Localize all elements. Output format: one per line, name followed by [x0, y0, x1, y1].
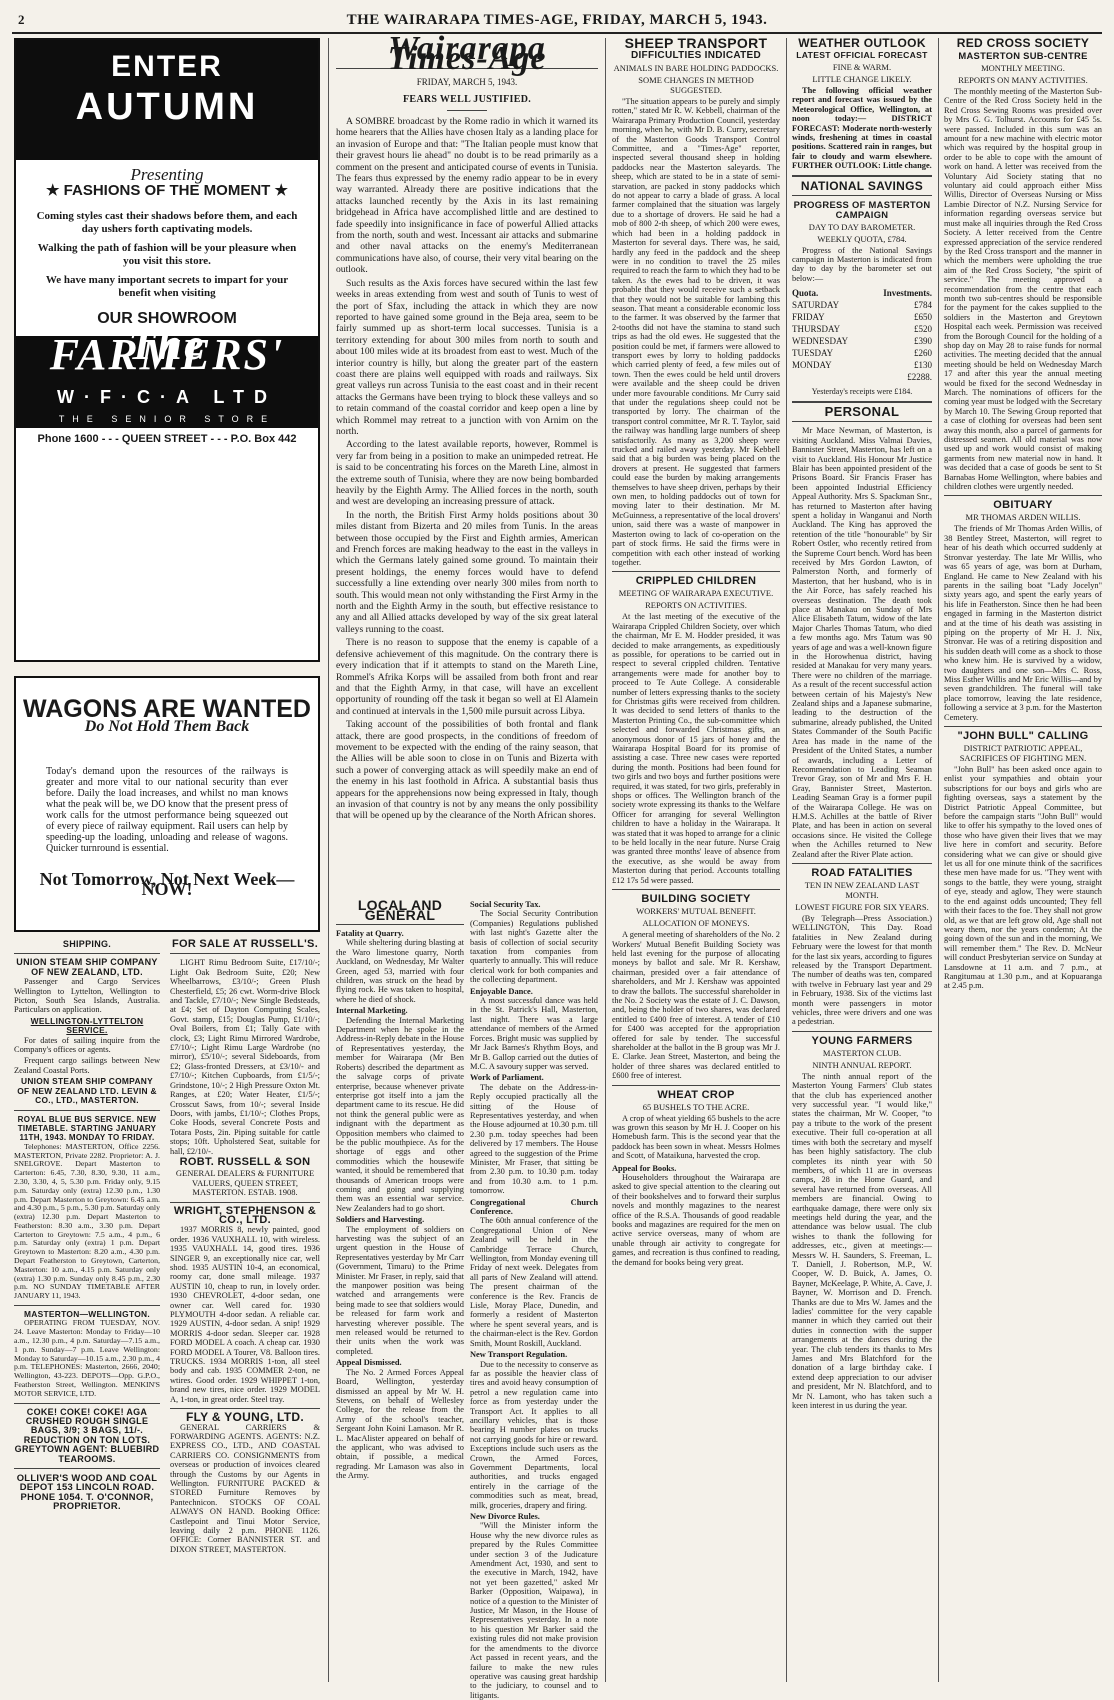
books-heading: Appeal for Books.	[612, 1163, 677, 1173]
mw-timetable: OPERATING FROM TUESDAY, NOV. 24. Leave Masterton: Monday to Friday—10 a.m., 12.30 p.m., 4 p.m. Saturday—7.15 a.m., 1 p.m. Sunday—7 p.m. Leave Wellington: Monday to Saturday—10.15 a.m., 2.30 p.m., 4 p.m. TELEPHONES: Masterton, 2666, 2040; Wellington, 43-223. DEPOTS—Opp. G.P.O., Featherston Street, Wellington. MENKIN'S MOTOR SERVICE, LTD.	[14, 1318, 160, 1398]
bus-heading: ROYAL BLUE BUS SERVICE. NEW TIMETABLE. STARTING JANUARY 11TH, 1943. MONDAY TO FRIDAY.	[17, 1114, 157, 1143]
johnbull-subheading: DISTRICT PATRIOTIC APPEAL, SACRIFICES OF FIGHTING MEN.	[959, 743, 1087, 763]
wagons-headline: WAGONS ARE WANTED	[23, 695, 311, 723]
union-steamship-heading: UNION STEAM SHIP COMPANY OF NEW ZEALAND, LTD.	[16, 957, 158, 977]
obituary-heading: OBITUARY	[993, 499, 1053, 512]
editorial-title: FEARS WELL JUSTIFIED.	[402, 94, 532, 105]
local-paragraph: A most successful dance was held in the St. Patrick's Hall, Masterton, last night. There was a large attendance of members of the Armed Forces. Bright music was supplied by Mr Jack Barnes's Rhythm Boys, and Mr B. Gallop carried out the duties of M.C. A savoury supper was served.	[470, 996, 598, 1071]
farmers-logo-tagline: THE SENIOR STORE	[58, 414, 276, 424]
column-divider	[328, 38, 329, 1682]
weather-subheading: LATEST OFFICIAL FORECAST	[796, 50, 928, 60]
shipping-text: Passenger and Cargo Services Wellington to Lyttelton, Wellington to Picton, South Sea Islands, Australia. Particulars on application.	[14, 977, 160, 1015]
young-farmers-body: The ninth annual report of the Masterton Young Farmers' Club states that the club has experienced another very successful year. "I would like," states the chairman, Mr W. Cooper, "to pay a tribute to the work of the present executive. Their full co-operation at all times with both the secretary and myself has been highly satisfactory. The club completes its ninth year with 50 members, of which 11 are in overseas camps, 28 in the Home Guard, and several have returned from overseas. All members are financial. Owing to earthquake damage, there were only six meetings held during the year, and the attendance was below usual. The club wishes to thank the following for addresses, etc., given at meetings:— Messrs W. H. Saunders, S. Freeman, L. T. Daniell, J. Robertson, M.P., W. Cooper, W. D. Buick, A. James, O. Bayner, McKeelage, P. White, A. Cave, J. Bayner, W. Morrison and D. French. Thanks are due to Mrs W. James and the ladies' committee for the very capable manner in which they carried out their duties in connection with the supper arrangements at the dances during the year. The club tenders its thanks to Mrs James and Mrs Blatchford for the donation of a large birthday cake. I extend deep appreciation to our adviser and president, Mr N. Blatchford, and to Mr N. Lamont, who has taken such a keen interest in us during the year.	[792, 1071, 932, 1411]
table-cell: FRIDAY	[792, 312, 825, 323]
weather-body: The following official weather report and forecast was issued by the Meteorological Office, Wellington, at noon today:— DISTRICT FORECAST: Moderate north-westerly winds, freshening at times in coastal positions. Scattered rain in ranges, but fair to cloudy and warm elsewhere. FURTHER OUTLOOK: Little change.	[792, 86, 932, 171]
showroom-headline: OUR SHOWROOM	[97, 310, 237, 327]
table-row	[792, 335, 932, 347]
local-subheading: Fatality at Quarry.	[336, 929, 404, 938]
ad-text: Walking the path of fashion will be your pleasure when you visit this store.	[37, 242, 297, 267]
editorial-paragraph: Taking account of the possibilities of both frontal and flank attack, there are good prospects, in the conditions of freedom of movement to be expected with the ending of the rainy season, that the Allies will be able soon to close in on Tunis and Bizerta with such a power of converging attack as will speedily make an end of the enemy in his last foothold in Africa. A substantial basis thus appears for the apprehensions now being expressed in Italy, though an invasion of that country is not by any means the only possibility that will be opened up by the clearance of the North African shores.	[336, 719, 598, 822]
road-subheading: TEN IN NEW ZEALAND LAST MONTH.	[804, 879, 920, 900]
local-paragraph: The Social Security Contribution (Companies) Regulations published with last night's Gazette alter the basis of collection of social security taxation from companies from quarterly to annually. This will reduce clerical work for both companies and the collecting department.	[470, 909, 598, 985]
editorial-paragraph: According to the latest available reports, however, Rommel is very far from being in a position to make an unimpeded retreat. He is said to be concentrating his forces on the Mareth Line, almost in the extreme south of Tunisia, where they are now being bombarded heavily by the Eighth Army. The Allied forces in the north, south and west are developing an increasing pressure of attack.	[336, 439, 598, 508]
young-farmers-subheading: NINTH ANNUAL REPORT.	[812, 1059, 912, 1070]
russell-body: LIGHT Rimu Bedroom Suite, £17/10/-; Light Oak Bedroom Suite, £20; New Wheelbarrows, £3/10/-; Green Plush Chesterfield, £5; 26 cwt. Worm-drive Block and Tackle, £7/10/-; New Single Bedsteads, at £4; Set of Dayton Computing Scales, Govt. stamp, £15; Douglas Pump, £1/10/-; Oval Boilers, from £1; Tally Gate with clock, £3; Light Rimu Mirrored Wardrobe, £7/10/-; Light Rimu Large Wardrobe (no mirror), £5/10/-; several Sideboards, from £2; Glass-fronted Dressers, at £3/10/- and £7/10/-; Kitchen Cupboards, from £1/5/-; Grindstone, 10/-; 2 High Pressure Oxton Mt. Ranges, at £20; Water Heater, £1/5/-; Crosscut Saws, from 10/-; several Inside Doors, with jambs, £1/10/-; Clothes Props, Coke Hoods, several Concrete Posts and Totara Posts, 2in. Piping suitable for cattle stops; 10ft. Upholstered Seat, suitable for hall, £2/10/-.	[170, 958, 320, 1156]
russell-firm: ROBT. RUSSELL & SON	[179, 1155, 311, 1168]
investment-total: £2288.	[907, 372, 932, 383]
crippled-subheading: MEETING OF WAIRARAPA EXECUTIVE.	[618, 588, 774, 599]
local-paragraph: The 60th annual conference of the Congregational Union of New Zealand will be held in the Cambridge Terrace Church, Wellington, from Monday evening till Friday of next week. Delegates from all parts of New Zealand will attend. The present chairman of the conference is the Rev. Francis de Lisle, Moray Place, Dunedin, and formerly a resident of Masterton where he spent several years, and is the chairman-elect is the Rev. Gordon Smith, Mount Roskill, Auckland.	[470, 1216, 598, 1348]
local-general-heading: LOCAL AND GENERAL	[357, 897, 443, 923]
local-paragraph: The No. 2 Armed Forces Appeal Board, Wellington, yesterday dismissed an appeal by Mr W. H. Stevens, on behalf of Wellesley College, for the release from the Army of the school's teacher, Sergeant John Koini Lamason. Mr R. L. MacAlister appeared on behalf of the applicant, who was advised to obtain, if possible, a medical regrading. Mr Lamason was also in the Army.	[336, 1367, 464, 1481]
table-row	[792, 311, 932, 323]
header-rule	[12, 32, 1102, 34]
fly-body: GENERAL CARRIERS & FORWARDING AGENTS. AGENTS: N.Z. EXPRESS CO., LTD., AND COASTAL CARRIERS CO. CONSIGNMENTS from overseas or production of invoices cleared through the Customs by our Agents in Wellington. FURNITURE PACKED & STORED Furniture Removes by Pantechnicon. STOCKS OF COAL ALWAYS ON HAND. Booking Office: Castlepoint and Tinui Motor Service, leaving daily 2 p.m. PHONE 1126. OFFICE: Corner BANNISTER ST. and DIXON STREET, MASTERTON.	[170, 1422, 320, 1554]
editorial-paragraph: In the north, the British First Army holds positions about 30 miles distant from Bizerta and 20 miles from Tunis. In the areas between those occupied by the First and Eighth armies, American and French forces are making headway to the east in the valleys in which the Germans lately gained some ground. To maintain their present holdings, the enemy forces would have to defend successfully a line extending over nearly 300 miles from north to south. This would mean not only withstanding the First Army in the north and the Eighth Army in the south, but effective resistance to any and all Allied attacks developed by way of the six great lateral valleys running to the coast.	[336, 509, 598, 635]
building-subheading: ALLOCATION OF MONEYS.	[642, 918, 750, 929]
ad-text: Coming styles cast their shadows before them, and each day ushers forth captivating models.	[36, 210, 298, 235]
fashions-headline: ★ FASHIONS OF THE MOMENT ★	[46, 182, 288, 199]
local-subheading: Internal Marketing.	[336, 1006, 408, 1016]
table-cell: £784	[914, 300, 932, 311]
local-paragraph: While sheltering during blasting at the Waro limestone quarry, North Auckland, on Wednesday, Mr Walter Green, aged 53, married with four children, was struck on the head by flying rock. He was taken to hospital, where he died of shock.	[336, 938, 464, 1004]
table-cell: MONDAY	[792, 360, 832, 371]
redcross-subheading: REPORTS ON MANY ACTIVITIES.	[958, 75, 1088, 85]
newspaper-title: THE WAIRARAPA TIMES-AGE, FRIDAY, MARCH 5, 1943.	[346, 12, 768, 28]
table-header: Investments.	[883, 288, 932, 299]
redcross-heading: RED CROSS SOCIETY	[956, 36, 1090, 50]
mw-heading: MASTERTON—WELLINGTON.	[23, 1309, 151, 1320]
local-subheading: New Divorce Rules.	[470, 1512, 540, 1521]
table-cell: £130	[914, 360, 932, 371]
local-subheading: Social Security Tax.	[470, 900, 541, 909]
crippled-heading: CRIPPLED CHILDREN	[635, 575, 757, 588]
savings-subheading: DAY TO DAY BAROMETER.	[808, 221, 916, 232]
road-body: (By Telegraph—Press Association.) WELLINGTON, This Day. Road fatalities in New Zealand during February were the lowest for that month for the last six years, according to figures released by the Transport Department. The number of deaths was ten, compared with twelve in February last year and 29 in February, 1938. Six of the victims last month were passengers in motor vehicles, three were drivers and one was a pedestrian.	[792, 913, 932, 1027]
autumn-line-1: ENTER	[111, 50, 223, 83]
building-heading: BUILDING SOCIETY	[641, 893, 751, 906]
fly-heading: FLY & YOUNG, LTD.	[185, 1410, 304, 1425]
building-body: A general meeting of shareholders of the No. 2 Workers' Mutual Benefit Building Society was held last evening for the purpose of allocating moneys by ballot and sale. Mr R. Kershaw, chairman, presided over a fair attendance of shareholders, and Mr J. Kershaw was appointed to draw the ballots. The successful shareholder in the No. 2 Society was the estate of J. C. Dawson, and, being the holder of two shares, was declared entitled to £400 free of interest. A tender of £10 for £400 was accepted for the appropriation offered for sale by tender. The successful shareholder at the ballot in the B group was Mr J. E. Clarke. Jean Street, Masterton, and being the holder of three shares was declared entitled to £600 free of interest.	[612, 930, 780, 1081]
wheat-heading: WHEAT CROP	[657, 1088, 735, 1101]
savings-footer: Yesterday's receipts were £184.	[811, 387, 913, 397]
wagons-tagline: Not Tomorrow, Not Next Week—NOW!	[39, 869, 295, 899]
weather-subheading: FINE & WARM.	[832, 62, 892, 72]
table-cell: £390	[914, 336, 932, 347]
table-cell: WEDNESDAY	[792, 336, 849, 347]
shipping-heading: SHIPPING.	[62, 939, 112, 949]
books-body: Householders throughout the Wairarapa are asked to give special attention to the clearing out of their bookshelves and to forward their surplus novels and monthly magazines to the nearest office of the R.S.A. Thousands of good readable books and magazines are required for the men on active service overseas, many of whom are unable through air activity to congregate for games, and recreation is thus confined to reading, the demand for books being very great.	[612, 1173, 780, 1267]
wheat-subheading: 65 BUSHELS TO THE ACRE.	[642, 1101, 750, 1112]
farmers-contact: Phone 1600 - - - QUEEN STREET - - - P.O. Box 442	[37, 433, 297, 445]
table-cell: £650	[914, 312, 932, 323]
farmers-logo	[16, 320, 318, 428]
editorial-paragraph: A SOMBRE broadcast by the Rome radio in which it warned its home hearers that the Allies have chosen Italy as a landing place for an invasion of Europe and that: "The Italian people must know that their gravest hours lie ahead" no doubt is to be read primarily as a comment on the present and anticipated course of events in Tunisia. The fears thus expressed by the enemy radio appear to be in every way warranted. Already there are positive indications that the attacks launched recently by the Axis in its last remaining bridgehead in Africa have accomplished little and are destined to fade speedily into insignificance in face of powerful Allied attacks from the north, south and west. Incessant air attacks and submarine and other naval attacks on the enemy's Mediterranean communications have also, of course, their very vital bearing on the outlook.	[336, 116, 598, 276]
shipping-text: Frequent cargo sailings between New Zealand Coastal Ports.	[14, 1056, 160, 1075]
sheep-subheading: SOME CHANGES IN METHOD SUGGESTED.	[638, 75, 754, 95]
johnbull-heading: "JOHN BULL" CALLING	[957, 730, 1089, 742]
obituary-subheading: MR THOMAS ARDEN WILLIS.	[965, 512, 1081, 523]
local-subheading: Work of Parliament.	[470, 1073, 544, 1083]
farmers-logo-ltd: W·F·C·A LTD	[57, 387, 277, 407]
olliver-ad: OLLIVER'S WOOD AND COAL DEPOT 153 LINCOLN ROAD. PHONE 1054. T. O'CONNOR, PROPRIETOR.	[16, 1472, 158, 1512]
table-cell: £520	[914, 324, 932, 335]
presenting-label: Presenting	[130, 165, 204, 184]
building-subheading: WORKERS' MUTUAL BENEFIT.	[636, 906, 756, 917]
editorial-paragraph: There is no reason to suppose that the enemy is capable of a defensive achievement of this magnitude. On the contrary there is every indication that if it attempts to stand on the Mareth Line, Rommel's Afrika Korps will be assailed from both front and rear and that the Eighth Army, in that case, will have an excellent opportunity of rounding off the task it began so well at El Alamein and continued at intervals in the 1,500 mile pursuit across Libya.	[336, 637, 598, 717]
young-farmers-heading: YOUNG FARMERS	[811, 1034, 913, 1047]
table-row	[792, 371, 932, 383]
sheep-heading: SHEEP TRANSPORT	[624, 35, 768, 51]
editorial-date: FRIDAY, MARCH 5, 1943.	[416, 77, 518, 87]
table-row	[792, 347, 932, 359]
weather-subheading: LITTLE CHANGE LIKELY.	[812, 74, 912, 84]
road-subheading: LOWEST FIGURE FOR SIX YEARS.	[795, 901, 929, 912]
russell-heading: FOR SALE AT RUSSELL'S.	[171, 938, 319, 950]
local-subheading: Enjoyable Dance.	[470, 986, 533, 996]
savings-barometer-table	[792, 287, 932, 383]
local-general-column	[336, 897, 464, 1684]
column-divider	[938, 38, 939, 1682]
russell-column	[170, 940, 320, 1556]
redcross-subheading: MONTHLY MEETING.	[981, 63, 1065, 73]
sheep-subheading: DIFFICULTIES INDICATED	[630, 50, 762, 61]
service-heading: WELLINGTON-LYTTELTON SERVICE.	[30, 1015, 144, 1036]
savings-heading: NATIONAL SAVINGS	[800, 178, 924, 193]
local-general-column-2	[470, 900, 598, 1700]
farmers-logo-name: The FARMERS'	[49, 320, 285, 379]
shipping-text: For dates of sailing inquire from the Company's offices or agents.	[14, 1035, 160, 1055]
table-row	[792, 299, 932, 311]
enter-autumn-banner	[16, 40, 318, 160]
savings-subheading: WEEKLY QUOTA, £784.	[817, 233, 907, 244]
local-subheading: Congregational Church Conference.	[470, 1197, 598, 1216]
masthead: Wairarapa Times-Age	[387, 30, 547, 77]
news-column-3	[612, 35, 780, 1684]
table-row	[792, 323, 932, 335]
table-cell: £260	[914, 348, 932, 359]
sheep-body: "The situation appears to be purely and simply rotten," stated Mr R. W. Kebbell, chairman of the Wairarapa Primary Production Council, yesterday morning, when he, with Mr D. B. Curry, secretary of the Masterton Goods Transport Control Committee, and a "Times-Age" reporter, inspected several thousand sheep in holding paddocks near the Masterton saleyards. The sheep, which are stated to be in a state of semi-starvation, are packed in stony paddocks which do not appear to carry a blade of grass. A local farmer complained that the situation was largely due to a shortage of drovers. He said he had a mob of 800 2-th sheep, of which 200 were ewes, which had been in a holding paddock in Masterton for several days. There was, he said, hardly any feed in the paddock and the sheep were in no condition to travel the 25 miles required to reach the farm to which they had to be taken. As the ewes had to be driven, it was probable that they would receive such a setback that they would not be suitable for lambing this season. That meant a considerable economic loss to the farmer. It was observed by the farmer that 2-tooths did not have the stamina to stand such trips as had the old ewes. He suggested that the position could be met, if farmers were allowed to transport ewes by lorry to holding paddocks which carried plenty of feed, a few miles out of town. Then the ewes could be held until drovers were available and the sheep could be driven under more favourable conditions. Mr Curry said that under the regulations sheep could not be transported by lorry. The chairman of the transport control committee, Mr R. T. Taylor, said the railway was handling large numbers of sheep satisfactorily. As many as 3,200 sheep were trucked and railed away yesterday. Mr Kebbell said that a big burden was being placed on the drovers at present. He suggested that farmers could ease the burden by making arrangements themselves to have sheep driven, perhaps by their own men, to holding paddocks out of town for moving later to their destination. Mr M. McGuinness, a representative of the local drovers' union, said there was a waste of manpower in Masterton owing to lack of co-operation on the part of stock firms. He said the firms were in competition with each other instead of working together.	[612, 97, 780, 567]
page-number: 2	[18, 12, 25, 27]
ad-text: We have many important secrets to impart for your benefit when visiting	[45, 274, 289, 299]
redcross-subheading: MASTERTON SUB-CENTRE	[958, 50, 1088, 61]
sheep-subheading: ANIMALS IN BARE HOLDING PADDOCKS.	[613, 63, 779, 73]
wright-body: 1937 MORRIS 8, newly painted, good order. 1936 VAUXHALL 10, with wireless. 1935 VAUXHALL 14, good tires. 1936 SINGER 9, an exceptionally nice car, well shod. 1935 AUSTIN 10-4, an economical, roomy car, done small mileage. 1937 AUSTIN 10, cheap to run, in lovely order. 1930 CHEVROLET, 4-door sedan, one owner car. Well cared for. 1930 PLYMOUTH 4-door sedan. A reliable car. 1929 AUSTIN, 4-door sedan. A snip! 1929 MORRIS 4-door sedan. Sleeper car. 1928 FORD MODEL A coach. A cheap car. 1930 FORD MODEL A Tourer, V8. Balloon tires. TRUCKS. 1934 MORRIS 1-ton, all steel body and cab. 1935 COMMER 2-ton, ne wtires. Good order. 1929 WHIPPET 1-ton, brand new tires, nice order. 1929 MODEL A, 1-ton, in great order. Steel tray.	[170, 1225, 320, 1404]
young-farmers-subheading: MASTERTON CLUB.	[822, 1047, 902, 1058]
farmers-autumn-ad	[14, 38, 320, 662]
wagons-body: Today's demand upon the resources of the railways is greater and more vital to our national security than ever before. Daily the load increases, and whilst no man knows what the peak will be, we DO know that the present press of work calls for the utmost performance being squeezed out of every piece of railway equipment. Rail users can help by speeding-up the loading, unloading and release of wagons. Quicker turnround is essential.	[46, 766, 288, 854]
news-column-4	[792, 38, 932, 1684]
column-divider	[605, 38, 606, 1682]
road-heading: ROAD FATALITIES	[811, 866, 913, 879]
classifieds	[14, 940, 320, 1678]
crippled-body: At the last meeting of the executive of the Wairarapa Crippled Children Society, over which the chairman, Mr E. M. Hodder presided, it was decided to make arrangements, as expeditiously as possible, for operations to be carried out in respect to several crippled children. Tentative arrangements were made for another boy to proceed to Te Aute College. A considerable number of letters expressing thanks to the society for Christmas gifts were received from children. It was decided to send letters of thanks to the Masterton Printing Co., the sub-committee which selected and forwarded Christmas gifts, an anonymous donor of 15 jars of honey and the Wairarapa Hospital Board for its promise of assisting a case. Three new cases were reported during the month. Positions had been found for two girls and two boys and further positions were required, it was stated, for two girls, preferably in shops or offices. The Wellington branch of the society wrote expressing its thanks to the Welfare Officer for arranging for several Wellington children to have a holiday in the Wairarapa. It was stated that it was hoped to arrange for a clinic to be held locally in the near future. Nurse Craig was granted three months' leave of absence from the executive, as she would be away from Masterton during that period. Accounts totalling £12 17s 5d were passed.	[612, 612, 780, 885]
savings-subheading: PROGRESS OF MASTERTON CAMPAIGN	[793, 198, 931, 220]
local-paragraph: "Will the Minister inform the House why the new divorce rules as prepared by the Rules Committee under section 3 of the Judicature Amendment Act, 1930, and sent to the executive in March, 1942, have not yet been gazetted," asked Mr Barker (Opposition, Waipawa), in notice of a question to the Minister of Justice, Mr Mason, in the House of Representatives yesterday. In a note to his question Mr Barker said the existing rules did not make provision for the amendments to the divorce Act passed in recent years, and the failure to make the new rules operative was causing great hardship to the judiciary, to counsel and to litigants.	[470, 1521, 598, 1700]
table-row	[792, 359, 932, 371]
table-cell: TUESDAY	[792, 348, 834, 359]
table-cell: SATURDAY	[792, 300, 840, 311]
local-paragraph: The debate on the Address-in-Reply occupied practically all the sitting of the House of Representatives yesterday, and when the House adjourned at 10.30 p.m. till 2.30 p.m. today speeches had been delivered by 17 members. The House agreed to the suggestion of the Prime Minister, Mr Fraser, that sitting be from 2.30 p.m. to 10.30 p.m. today and from 10.30 a.m. to 1 p.m. tomorrow.	[470, 1082, 598, 1196]
savings-body: Progress of the National Savings campaign in Masterton is indicated from day to day by the barometer set out below:—	[792, 245, 932, 283]
wheat-body: A crop of wheat yielding 65 bushels to the acre was grown this season by Mr H. J. Cooper on his Homebush farm. This is the second year that the paddock has been sown in wheat. Messrs Holmes and Scott, of Mataikuna, harvested the crop.	[612, 1113, 780, 1161]
redcross-body: The monthly meeting of the Masterton Sub-Centre of the Red Cross Society held in the Red Cross Sewing Rooms was presided over by Mrs G. G. Tolhurst. Accounts for £45 5s. were passed. Included in this sum was an amount for a new machine with electric motor which was required by the hospital group in order to be able to cope with the amount of work on hand. A letter was received from the Voluntary Aid Society stating that no voluntary aid could approach either Miss Willis, Director of Overseas Nursing or Miss Lambie Director of N.Z. Nursing Service for information regarding overseas service but must make all inquiries through the Red Cross Society. A letter received from the Centre expressed appreciation of the service rendered by the Red Cross transport and the manner in which the members were upholding the true aim of the Red Cross Society, "the spirit of service." The meeting approved a recommendation from the centre that each month two sub-centres should be responsible for the payment for the cakes supplied to the soldiers in the Masterton and Greytown Hospital each week. Permission was received from the Borough Council for the holding of a shop day on May 28 to raise funds for normal activities. The meeting decided that the annual meeting should be held on Wednesday March 17 and after this year the annual meeting would be fixed for the second Wednesday in March. The nominations of officers for the coming year must be lodged with the Secretary by March 10. The Sewing Group reported that a case of clothing for overseas had been sent away this month, also a parcel of garments for distressed seamen. All old material was now used up and work would consist of making garments from new material now in hand. It was decided that a case of goods be sent to St Barnabas Home Wellington, where babies and children clothes were urgently needed.	[944, 87, 1102, 492]
page-header	[0, 0, 1114, 34]
russell-address: GENERAL DEALERS & FURNITURE VALUERS, QUEEN STREET, MASTERTON. ESTAB. 1908.	[175, 1168, 315, 1198]
local-subheading: Appeal Dismissed.	[336, 1358, 402, 1368]
local-paragraph: Defending the Internal Marketing Department when he spoke in the Address-in-Reply debate in the House of Representatives yesterday, the member for Wairarapa (Mr Ben Roberts) described the department as the salvage corps of private enterprise, because whenever private enterprise got itself into a jam the department came to its rescue. He did not think the general public were as indignant with the department as Opposition members who claimed to be the public mouthpiece. As for the shortage of eggs and other commodities which the housewife wanted, it should be remembered that thousands of American troops were coming and going and supplying them was an essential war service. New Zealanders had to go short.	[336, 1015, 464, 1213]
wright-heading: WRIGHT, STEPHENSON & CO., LTD.	[173, 1204, 317, 1226]
crippled-subheading: REPORTS ON ACTIVITIES.	[645, 600, 747, 611]
news-column-5	[944, 38, 1102, 1684]
left-ad-column	[14, 38, 320, 1684]
weather-heading: WEATHER OUTLOOK	[798, 36, 926, 50]
bus-timetable: Telephones: MASTERTON, Office 2256. MASTERTON, Private 2282. Proprietor: A. J. SNELGROVE. Depart Masterton to Carterton: 6.45, 7.30, 8.30, 9.30, 11 a.m., 2.30, 3.30, 4, 5, 5.30 p.m. Friday only, 9.15 p.m. Saturday only (extra) 12.30 p.m., 1.30 p.m. Depart Masterton to Greytown: 6.45 a.m. and 4.30 p.m., 5 p.m., 5.30 p.m. Saturday only (extra) 12.30 p.m. Depart Masterton to Featherston: 8.30 a.m., 3.30 p.m. Depart Carterton to Greytown: 7.5 a.m., 4 p.m., 6 p.m. Saturday only (extra) 1 p.m. Depart Greytown to Masterton: 8.20 a.m., 4.30 p.m. Depart Featherston to Greytown, Carterton, Masterton: 10 a.m., 4.15 p.m. Saturday only (extra) 1.30 p.m. Sunday only 8.45 p.m., 2.30 p.m. NO SUNDAY TIMETABLE AFTER JANUARY 11, 1943.	[14, 1141, 160, 1301]
shipping-column	[14, 940, 160, 1511]
autumn-line-2: AUTUMN	[75, 86, 259, 128]
personal-heading: PERSONAL	[824, 404, 900, 420]
local-paragraph: The employment of soldiers on harvesting was the subject of an urgent question in the House of Representatives yesterday by Mr Carr (Government, Timaru) to the Prime Minister. Mr Fraser, in reply, said that the manpower position was being watched and arrangements were being made to see that soldiers would be released for farm work and harvesting wherever possible. The men released would be returned to their units when the work was completed.	[336, 1224, 464, 1356]
editorial-paragraph: Such results as the Axis forces have secured within the last few weeks in areas extending from west and south of Tunis to west of the port of Sfax, including the attack in which they are now reported to have gained some ground in the Beja area, seem to be fairly summed up as short-term local successes. Tunisia is a territory extending for about 300 miles from north to south and about 100 miles wide at its broadest from east to west. Much of the interior country is hilly, but along the greater part of the eastern coast there are plains well equipped with roads and railways. Six great valleys run across Tunisia to the east coast and in their recent attacks the Germans have been trying to block these valleys and so to retain command of the coastal corridor and keep open a line by which Rommel may retreat to a junction with von Arnim on the north.	[336, 277, 598, 437]
local-paragraph: Due to the necessity to conserve as far as possible the heavier class of tires and avoid heavy consumption of petrol a new regulation came into force as from yesterday under the Transport Act. It applies to all ancillary vehicles, that is those bearing H number plates on trucks not carrying goods for hire or reward. Exceptions include such users as the Crown, the Armed Forces, Government Departments, local authorities, and trucks engaged entirely in the carriage of the commodities such as meat, bread, milk, groceries, drapery and firing.	[470, 1359, 598, 1510]
obituary-body: The friends of Mr Thomas Arden Willis, of 38 Bentley Street, Masterton, will regret to hear of his death which occurred suddenly at Stronvar yesterday. The late Mr Willis, who was 65 years of age, was born at Durham, England. He came to New Zealand with his parents in the sailing boat "Lady Jocelyn" sixty years ago, and spent the early years of his life in Featherston. Since then he had been engaged in farming in the Masterton district and at the time of his death was assisting in piping on the property of Mr H. J. Nix, Stronvar. He was of a retiring disposition and his sudden death will come as a shock to those who knew him. He is survived by a widow, two daughters and one son—Mrs C. Ross, Miss Esther Willis and Mr Eric Willis—and by seven grandchildren. The funeral will take place tomorrow, leaving the late residence, following a service at 3 p.m. for the Masterton Cemetery.	[944, 524, 1102, 722]
column-divider	[786, 38, 787, 1682]
local-subheading: Soldiers and Harvesting.	[336, 1215, 425, 1225]
local-subheading: New Transport Regulation.	[470, 1350, 568, 1360]
johnbull-body: "John Bull" has been asked once again to enlist your sympathies and obtain your subscriptions for our boys and girls who are fighting overseas, says a statement by the District Patriotic Appeal Committee, but before the campaign starts "John Bull" would like to offer his sympathy to the loved ones of those who have given their lives that we may live here in comfort and security. Before considering what we can give or should give let us all for one minute think of the sacrifices these men have made for us. "They went with songs to the battle, they were young, straight of eye, steady and aglow, They were staunch to the end against odds uncounted; They fell with their faces to the foe. They shall not grow old, as we that are left grow old, Age shall not weary them, nor the years condemn; At the going down of the sun and in the morning, We will remember them." The Rev. D. McNeur will conduct Presbyterian service on Sunday at Lansdowne at 11 a.m. and 7 p.m., at Rangitumau at 1.30 p.m., and at Kopuaranga at 2.45 p.m.	[944, 765, 1102, 991]
wagons-subtitle: Do Not Hold Them Back	[84, 718, 250, 735]
coke-ad: COKE! COKE! COKE! AGA CRUSHED ROUGH SINGLE BAGS, 3/9; 3 BAGS, 11/-. REDUCTION ON TON LOTS. GREYTOWN AGENT: BLUEBIRD TEAROOMS.	[14, 1406, 160, 1464]
shipping-agents: UNION STEAM SHIP COMPANY OF NEW ZEALAND LTD. LEVIN & CO., LTD., MASTERTON.	[17, 1076, 157, 1106]
table-header: Quota.	[792, 288, 819, 299]
table-cell: THURSDAY	[792, 324, 841, 335]
wagons-ad	[14, 676, 320, 932]
personal-body: Mr Mace Newman, of Masterton, is visiting Auckland. Miss Valmai Davies, Bannister Street, Masterton, has left on a visit to Auckland. His Honour Mr Justice Blair has been appointed president of the Prisons Board. Sir Francis Fraser has been appointed Industrial Efficiency Appeal Authority. Mrs S. Spackman Snr., has returned to Masterton after having spent a holiday in Wanganui and North Auckland. The King has approved the retention of the title "honourable" by Sir Robert Ostler, who recently retired from the Supreme Court bench. Word has been received by Mrs Gordon Lawton, of Palmerston North, and formerly of Masterton, that her husband, who is in the Air Force, has safely reached his overseas destination. The death took place at Manakau on Sunday of Mrs Alice Elisabeth Tatum, widow of the late Major Charles Thomas Tatum, who died a few months ago. Mrs Tatum was 90 years of age and was a well-known figure in the Horowhenua district, having resided at Manakau for very many years. There were no children of the marriage. As a result of the recent successful action between certain of his Majesty's New Zealand ships and a Japanese submarine, leading to the destruction of the submarine, already published, the United States Commander of the South Pacific Area has made in the name of the President of the United States, a number of awards, including a Letter of Recommendation to Leading Seaman Trevor Gray, son of Mr and Mrs F. H. Gray, Bannister Street, Masterton. Leading Seaman Gray is a former pupil of the Wairarapa College. He was on H.M.S. Achilles at the battle of River Plate, and has been in action on several occasions since. He visited the College when the Achilles returned to New Zealand after the River Plate action.	[792, 426, 932, 859]
